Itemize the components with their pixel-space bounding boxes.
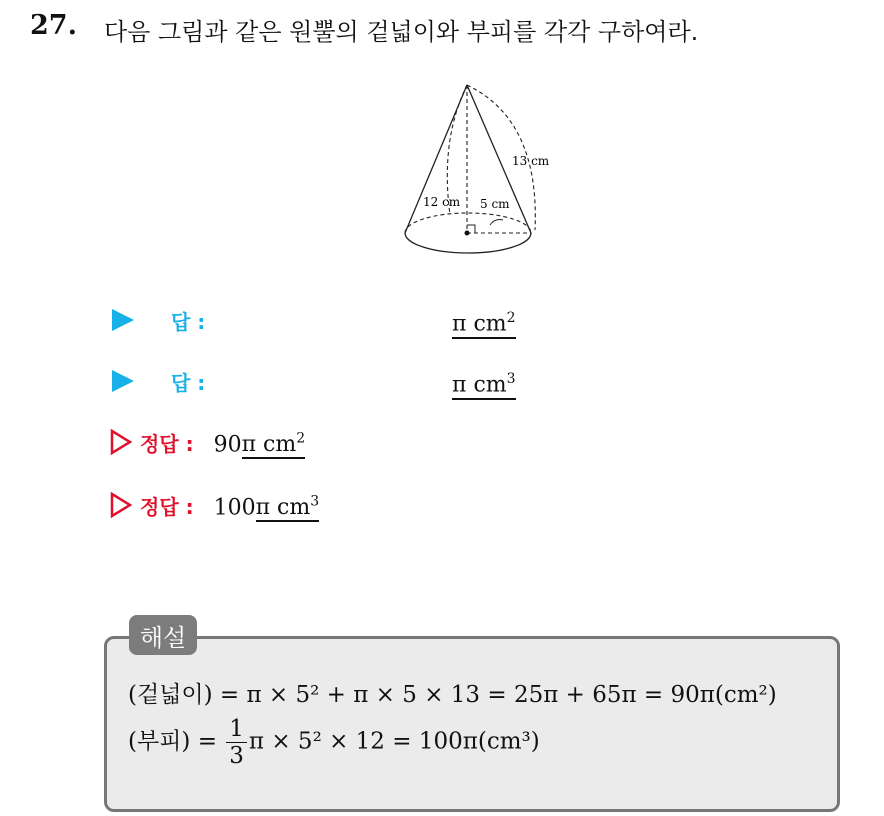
correct-value: 100π $cm^3$ — [213, 493, 320, 521]
answer-label: 답 : — [171, 370, 206, 395]
question-text: 다음 그림과 같은 원뿔의 겉넓이와 부피를 각각 구하여라. — [104, 18, 699, 46]
solution-line-1: (겉넓이) = π × 5² + π × 5 × 13 = 25π + 65π = 90π(cm²) — [128, 682, 777, 708]
radius-label: 5 cm — [480, 197, 510, 211]
slant-label: 13 cm — [512, 154, 550, 168]
answer-blank[interactable]: π $cm^2$ — [452, 305, 516, 339]
play-triangle-icon — [112, 309, 134, 331]
outline-triangle-icon — [110, 429, 132, 455]
play-triangle-icon — [112, 370, 134, 392]
solution-line-2: (부피) = $\frac{1}{3}$ π × 5² × 12 = 100π(cm³) — [128, 716, 540, 769]
height-label: 12 cm — [423, 195, 461, 209]
answer-label: 답 : — [171, 309, 206, 334]
correct-row-1 — [110, 425, 305, 459]
answer-blank[interactable]: π $cm^3$ — [452, 366, 516, 400]
correct-row-2 — [110, 488, 319, 522]
question-number: 27. — [30, 10, 77, 41]
correct-label: 정답 : — [140, 494, 194, 519]
outline-triangle-icon — [110, 492, 132, 518]
correct-label: 정답 : — [140, 431, 194, 456]
fraction: $\frac{1}{3}$ — [226, 716, 247, 769]
correct-value: 90π $cm^2$ — [213, 430, 306, 458]
solution-title: 해설 — [129, 615, 197, 655]
cone-figure — [395, 80, 565, 260]
